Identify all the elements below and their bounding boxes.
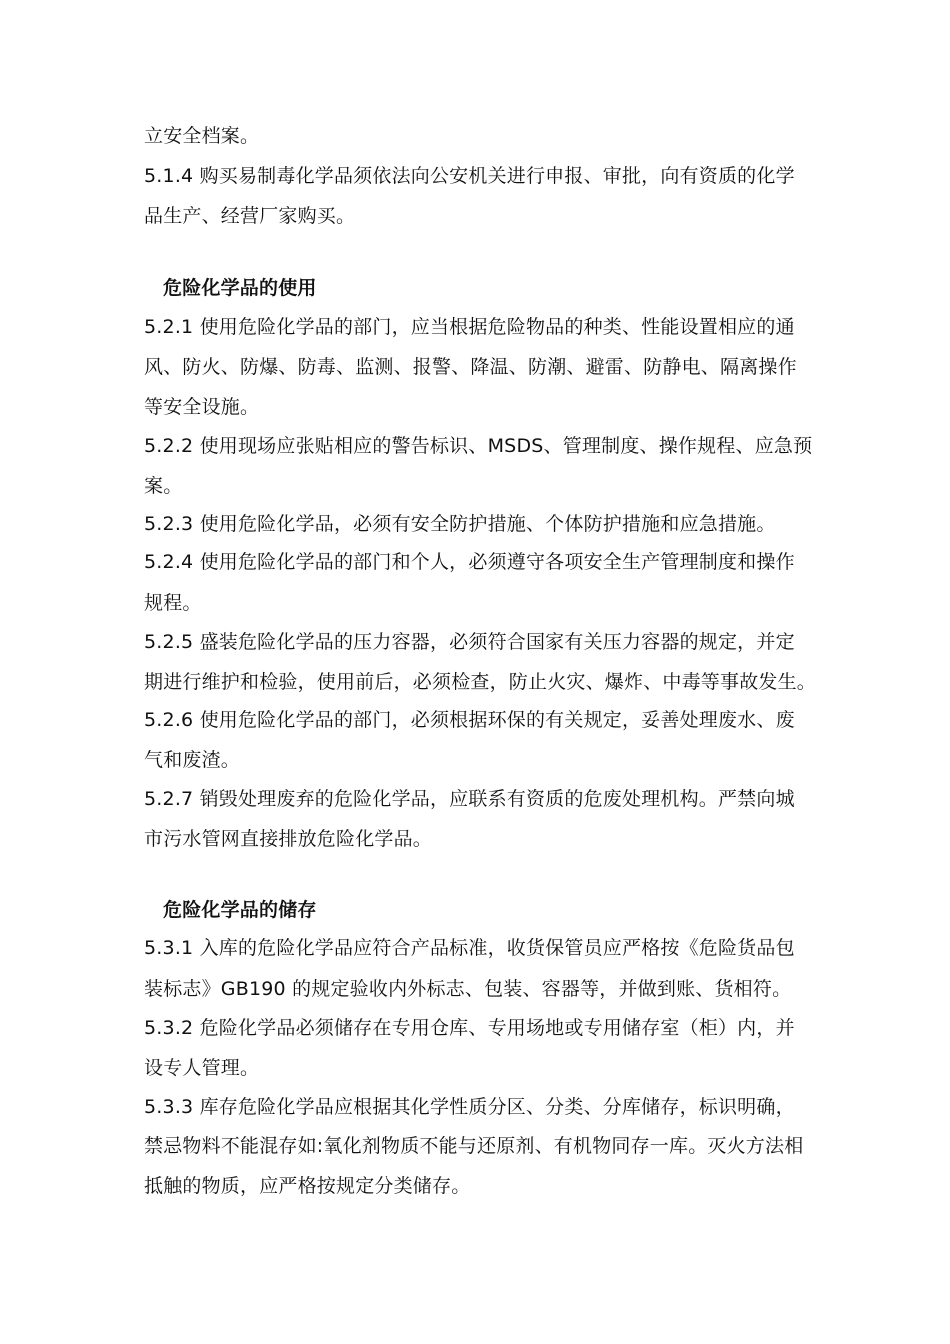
text-line-archive-end: 立安全档案。 (144, 125, 260, 147)
clause-5-1-4: 5.1.4 购买易制毒化学品须依法向公安机关进行申报、审批，向有资质的化学 (144, 165, 795, 187)
section-heading-use: 危险化学品的使用 (163, 277, 317, 299)
clause-5-2-2: 5.2.2 使用现场应张贴相应的警告标识、MSDS、管理制度、操作规程、应急预 (144, 435, 813, 457)
clause-5-2-1: 5.2.1 使用危险化学品的部门，应当根据危险物品的种类、性能设置相应的通 (144, 316, 795, 338)
clause-5-2-3: 5.2.3 使用危险化学品，必须有安全防护措施、个体防护措施和应急措施。 (144, 513, 776, 535)
clause-5-2-7-cont: 市污水管网直接排放危险化学品。 (144, 828, 433, 850)
clause-5-3-1: 5.3.1 入库的危险化学品应符合产品标准，收货保管员应严格按《危险货品包 (144, 937, 795, 959)
clause-5-2-6: 5.2.6 使用危险化学品的部门，必须根据环保的有关规定，妥善处理废水、废 (144, 709, 795, 731)
clause-5-1-4-cont: 品生产、经营厂家购买。 (144, 205, 356, 227)
clause-5-2-7: 5.2.7 销毁处理废弃的危险化学品，应联系有资质的危废处理机构。严禁向城 (144, 788, 795, 810)
clause-5-3-3-cont-2: 抵触的物质，应严格按规定分类储存。 (144, 1175, 471, 1197)
clause-5-3-2-cont: 设专人管理。 (144, 1057, 260, 1079)
clause-5-2-5-cont: 期进行维护和检验，使用前后，必须检查，防止火灾、爆炸、中毒等事故发生。 (144, 671, 817, 693)
clause-5-3-3: 5.3.3 库存危险化学品应根据其化学性质分区、分类、分库储存，标识明确， (144, 1096, 795, 1118)
clause-5-2-6-cont: 气和废渣。 (144, 749, 241, 771)
clause-5-2-1-cont-2: 等安全设施。 (144, 396, 260, 418)
clause-5-2-4: 5.2.4 使用危险化学品的部门和个人，必须遵守各项安全生产管理制度和操作 (144, 551, 795, 573)
clause-5-3-3-cont-1: 禁忌物料不能混存如:氧化剂物质不能与还原剂、有机物同存一库。灭火方法相 (144, 1135, 804, 1157)
clause-5-2-2-cont: 案。 (144, 475, 183, 497)
section-heading-storage: 危险化学品的储存 (163, 899, 317, 921)
clause-5-2-1-cont-1: 风、防火、防爆、防毒、监测、报警、降温、防潮、避雷、防静电、隔离操作 (144, 356, 797, 378)
clause-5-2-5: 5.2.5 盛装危险化学品的压力容器，必须符合国家有关压力容器的规定，并定 (144, 631, 795, 653)
clause-5-3-2: 5.3.2 危险化学品必须储存在专用仓库、专用场地或专用储存室（柜）内，并 (144, 1017, 795, 1039)
clause-5-3-1-cont: 装标志》GB190 的规定验收内外标志、包装、容器等，并做到账、货相符。 (144, 978, 792, 1000)
clause-5-2-4-cont: 规程。 (144, 592, 202, 614)
